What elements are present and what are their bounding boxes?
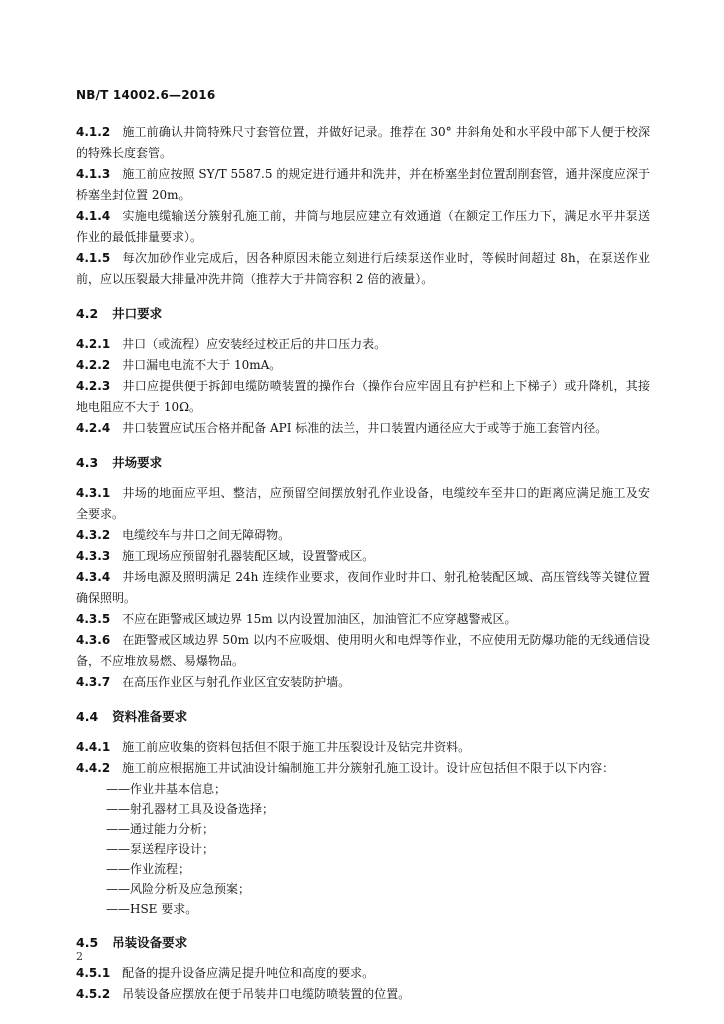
clause-text: 每次加砂作业完成后，因各种原因未能立刻进行后续泵送作业时，等候时间超过 8h，在泵送作业前，应以压裂最大排量冲洗井筒（推荐大于井筒容积 2 倍的液量）。 [76,251,650,286]
section-title: 吊装设备要求 [112,935,188,950]
clause-number: 4.2.2 [76,358,111,372]
section-heading [76,707,650,727]
clause-text: 井口（或流程）应安装经过校正后的井口压力表。 [122,337,387,351]
clause-text: 井口装置应试压合格并配备 API 标准的法兰，井口装置内通径应大于或等于施工套管内径。 [122,421,608,435]
clause-paragraph [76,630,650,672]
clause-paragraph [76,206,650,248]
clause-paragraph [76,758,650,779]
clause-text: 井场电源及照明满足 24h 连续作业要求，夜间作业时井口、射孔枪装配区域、高压管线等关键位置确保照明。 [76,570,650,605]
section-number: 4.3 [76,455,99,470]
clause-number: 4.3.4 [76,570,111,584]
section-heading [76,304,650,324]
clause-text: 配备的提升设备应满足提升吨位和高度的要求。 [122,966,375,980]
clause-number: 4.5.2 [76,987,111,1001]
list-item: ——通过能力分析； [106,822,215,836]
clause-text: 在高压作业区与射孔作业区宜安装防护墙。 [122,675,351,689]
clause-paragraph [76,418,650,439]
clause-number: 4.3.6 [76,633,111,647]
clause-number: 4.1.5 [76,251,111,265]
clause-text: 电缆绞车与井口之间无障碍物。 [122,528,291,542]
clause-number: 4.1.4 [76,209,111,223]
clause-paragraph [76,355,650,376]
clause-text: 实施电缆输送分簇射孔施工前，井筒与地层应建立有效通道（在额定工作压力下，满足水平井泵送作业的最低排量要求）。 [76,209,650,244]
clause-text: 施工前确认井筒特殊尺寸套管位置，并做好记录。推荐在 30° 井斜角处和水平段中部下人便于校深的特殊长度套管。 [76,125,650,160]
standard-number-header: NB/T 14002.6—2016 [76,88,216,102]
clause-text: 吊装设备应摆放在便于吊装井口电缆防喷装置的位置。 [122,987,411,1001]
clause-paragraph [76,334,650,355]
clause-paragraph [76,672,650,693]
clause-number: 4.1.3 [76,167,111,181]
clause-paragraph [76,122,650,164]
clause-text: 井口漏电电流不大于 10mA。 [122,358,282,372]
clause-paragraph [76,609,650,630]
list-item: ——HSE 要求。 [106,902,198,916]
document-body [76,122,650,1005]
section-number: 4.4 [76,709,99,724]
clause-number: 4.3.1 [76,486,111,500]
clause-text: 不应在距警戒区域边界 15m 以内设置加油区，加油管汇不应穿越警戒区。 [122,612,517,626]
clause-paragraph [76,483,650,525]
section-title: 井场要求 [112,455,163,470]
clause-number: 4.5.1 [76,966,111,980]
clause-paragraph [76,737,650,758]
clause-paragraph [76,567,650,609]
clause-text: 施工现场应预留射孔器装配区域，设置警戒区。 [122,549,375,563]
clause-paragraph [76,376,650,418]
list-item: ——作业流程； [106,862,191,876]
list-item: ——风险分析及应急预案； [106,882,251,896]
list-item: ——泵送程序设计； [106,842,215,856]
clause-number: 4.3.7 [76,675,111,689]
clause-text: 井口应提供便于拆卸电缆防喷装置的操作台（操作台应牢固且有护栏和上下梯子）或升降机，其接地电阻应不大于 10Ω。 [76,379,650,414]
list-item: ——射孔器材工具及设备选择； [106,802,275,816]
clause-text: 施工前应根据施工井试油设计编制施工井分簇射孔施工设计。设计应包括但不限于以下内容： [122,761,615,775]
clause-number: 4.3.2 [76,528,111,542]
clause-text: 施工前应按照 SY/T 5587.5 的规定进行通井和洗井，并在桥塞坐封位置刮削套管，通井深度应深于桥塞坐封位置 20m。 [76,167,650,202]
section-number: 4.2 [76,306,99,321]
clause-text: 井场的地面应平坦、整洁，应预留空间摆放射孔作业设备，电缆绞车至井口的距离应满足施工及安全要求。 [76,486,650,521]
clause-paragraph [76,984,650,1005]
section-heading [76,453,650,473]
clause-number: 4.4.1 [76,740,111,754]
clause-paragraph [76,164,650,206]
clause-number: 4.4.2 [76,761,111,775]
page-number: 2 [76,950,83,963]
clause-number: 4.2.4 [76,421,111,435]
clause-number: 4.2.1 [76,337,111,351]
clause-paragraph [76,525,650,546]
section-title: 井口要求 [112,306,163,321]
clause-text: 施工前应收集的资料包括但不限于施工井压裂设计及钻完井资料。 [122,740,471,754]
clause-paragraph [76,963,650,984]
section-heading [76,933,650,953]
clause-number: 4.2.3 [76,379,111,393]
clause-number: 4.1.2 [76,125,111,139]
clause-paragraph [76,248,650,290]
section-number: 4.5 [76,935,99,950]
clause-number: 4.3.5 [76,612,111,626]
clause-text: 在距警戒区域边界 50m 以内不应吸烟、使用明火和电焊等作业，不应使用无防爆功能的无线通信设备，不应堆放易燃、易爆物品。 [76,633,650,668]
clause-paragraph [76,546,650,567]
clause-number: 4.3.3 [76,549,111,563]
section-title: 资料准备要求 [112,709,188,724]
list-item: ——作业井基本信息； [106,782,227,796]
